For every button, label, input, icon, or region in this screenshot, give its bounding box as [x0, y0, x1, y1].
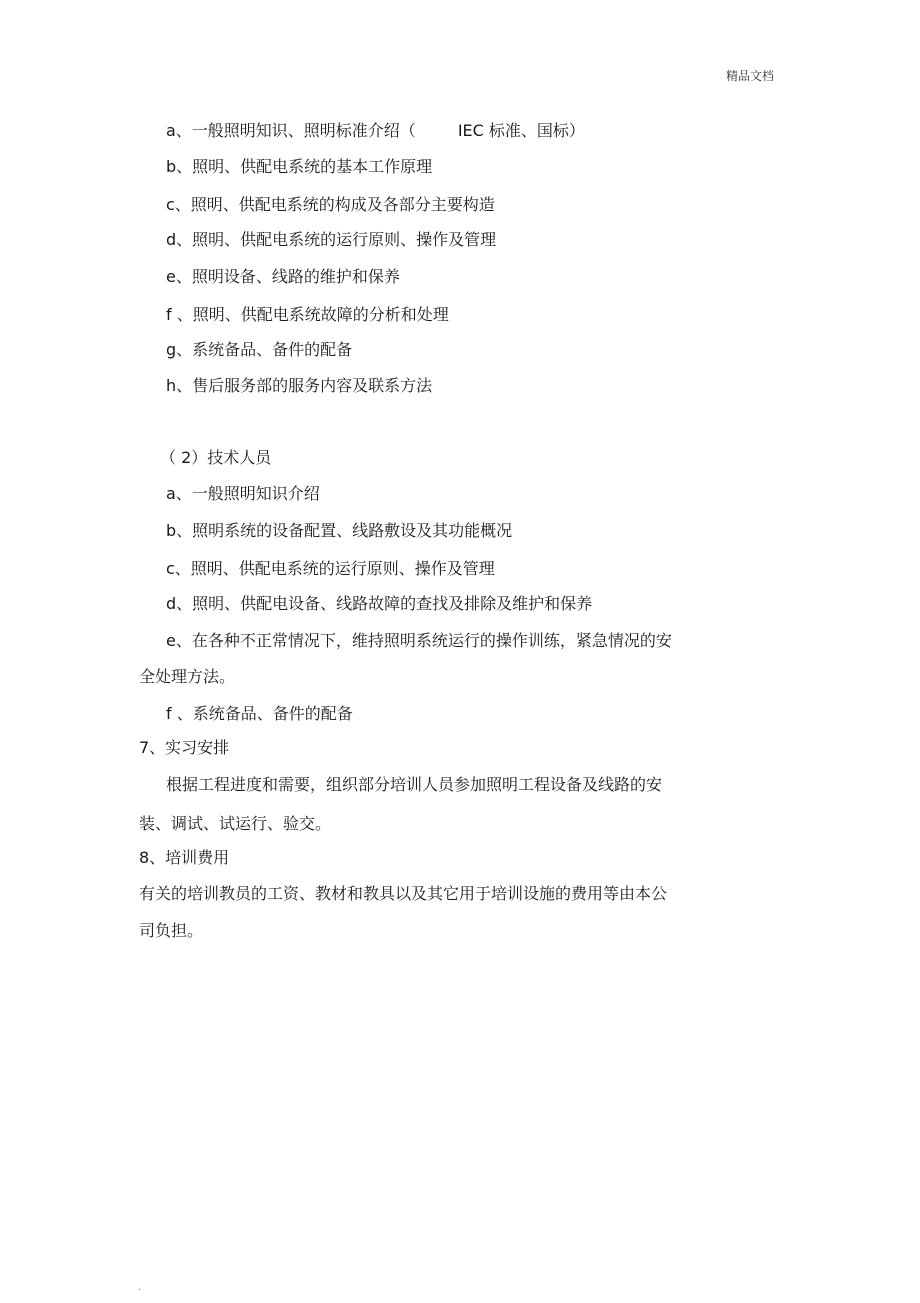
list-item: g、系统备品、备件的配备 [166, 340, 353, 359]
paragraph-line: 司负担。 [139, 921, 204, 940]
list-item: d、照明、供配电设备、线路故障的查找及排除及维护和保养 [166, 594, 593, 613]
list-item: e、照明设备、线路的维护和保养 [166, 267, 400, 286]
list-item: b、照明系统的设备配置、线路敷设及其功能概况 [166, 521, 513, 540]
list-item: c、照明、供配电系统的构成及各部分主要构造 [166, 195, 495, 214]
paragraph-line: 根据工程进度和需要，组织部分培训人员参加照明工程设备及线路的安 [166, 775, 663, 794]
list-item: h、售后服务部的服务内容及联系方法 [166, 376, 433, 395]
page-footer-dot: . [138, 1283, 141, 1293]
list-item: a、一般照明知识介绍 [166, 484, 320, 503]
paragraph-line: 有关的培训教员的工资、教材和教具以及其它用于培训设施的费用等由本公 [139, 884, 668, 903]
list-item-label: a、一般照明知识、照明标准介绍（ [166, 121, 416, 140]
list-item: e、在各种不正常情况下，维持照明系统运行的操作训练，紧急情况的安 [166, 631, 672, 650]
list-item-continuation: 全处理方法。 [139, 667, 236, 686]
list-item-tail: IEC 标准、国标） [457, 121, 585, 140]
list-item: c、照明、供配电系统的运行原则、操作及管理 [166, 559, 495, 578]
list-item: b、照明、供配电系统的基本工作原理 [166, 157, 433, 176]
section-title-internship: 7、实习安排 [139, 738, 230, 757]
section-title-technical-staff: （ 2）技术人员 [160, 448, 272, 467]
section-title-training-cost: 8、培训费用 [139, 848, 230, 867]
list-item: f 、照明、供配电系统故障的分析和处理 [166, 305, 449, 324]
list-item: f 、系统备品、备件的配备 [166, 704, 353, 723]
page-header: 精品文档 [726, 69, 775, 83]
list-item: d、照明、供配电系统的运行原则、操作及管理 [166, 230, 497, 249]
paragraph-line: 装、调试、试运行、验交。 [139, 814, 332, 833]
list-item [166, 121, 585, 141]
